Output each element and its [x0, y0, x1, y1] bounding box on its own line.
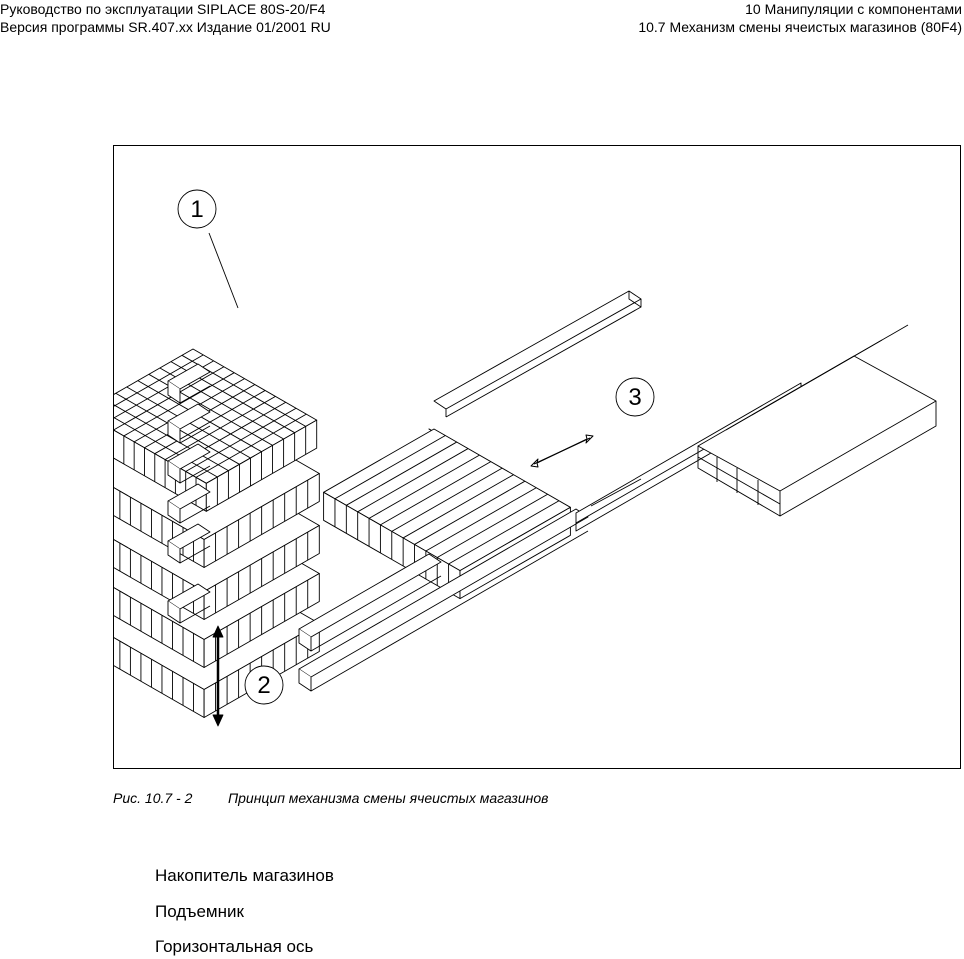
horizontal-rail — [434, 291, 641, 417]
chapter-title: 10 Манипуляции с компонентами — [745, 1, 962, 17]
program-version: Версия программы SR.407.xx Издание 01/2001 RU — [0, 19, 331, 35]
callout-1-leader — [209, 233, 238, 308]
legend-item-2: Подъемник — [155, 902, 244, 921]
callout-label-2: 2 — [257, 672, 271, 699]
manual-title: Руководство по эксплуатации SIPLACE 80S-20/F4 — [0, 1, 326, 17]
section-title: 10.7 Механизм смены ячеистых магазинов (80F4) — [638, 19, 962, 35]
figure-caption: Принцип механизма смены ячеистых магазинов — [228, 790, 549, 806]
callout-label-3: 3 — [628, 384, 642, 411]
legend-item-3: Горизонтальная ось — [155, 937, 314, 956]
slide-out-magazine — [324, 429, 571, 599]
callout-label-1: 1 — [190, 196, 204, 223]
magazine-changer-drawing — [114, 146, 960, 768]
legend-item-1: Накопитель магазинов — [155, 866, 334, 885]
figure-frame — [113, 145, 961, 769]
horizontal-axis-arrow — [531, 435, 593, 467]
figure-number: Рис. 10.7 - 2 — [113, 790, 193, 806]
right-magazine — [698, 325, 936, 516]
